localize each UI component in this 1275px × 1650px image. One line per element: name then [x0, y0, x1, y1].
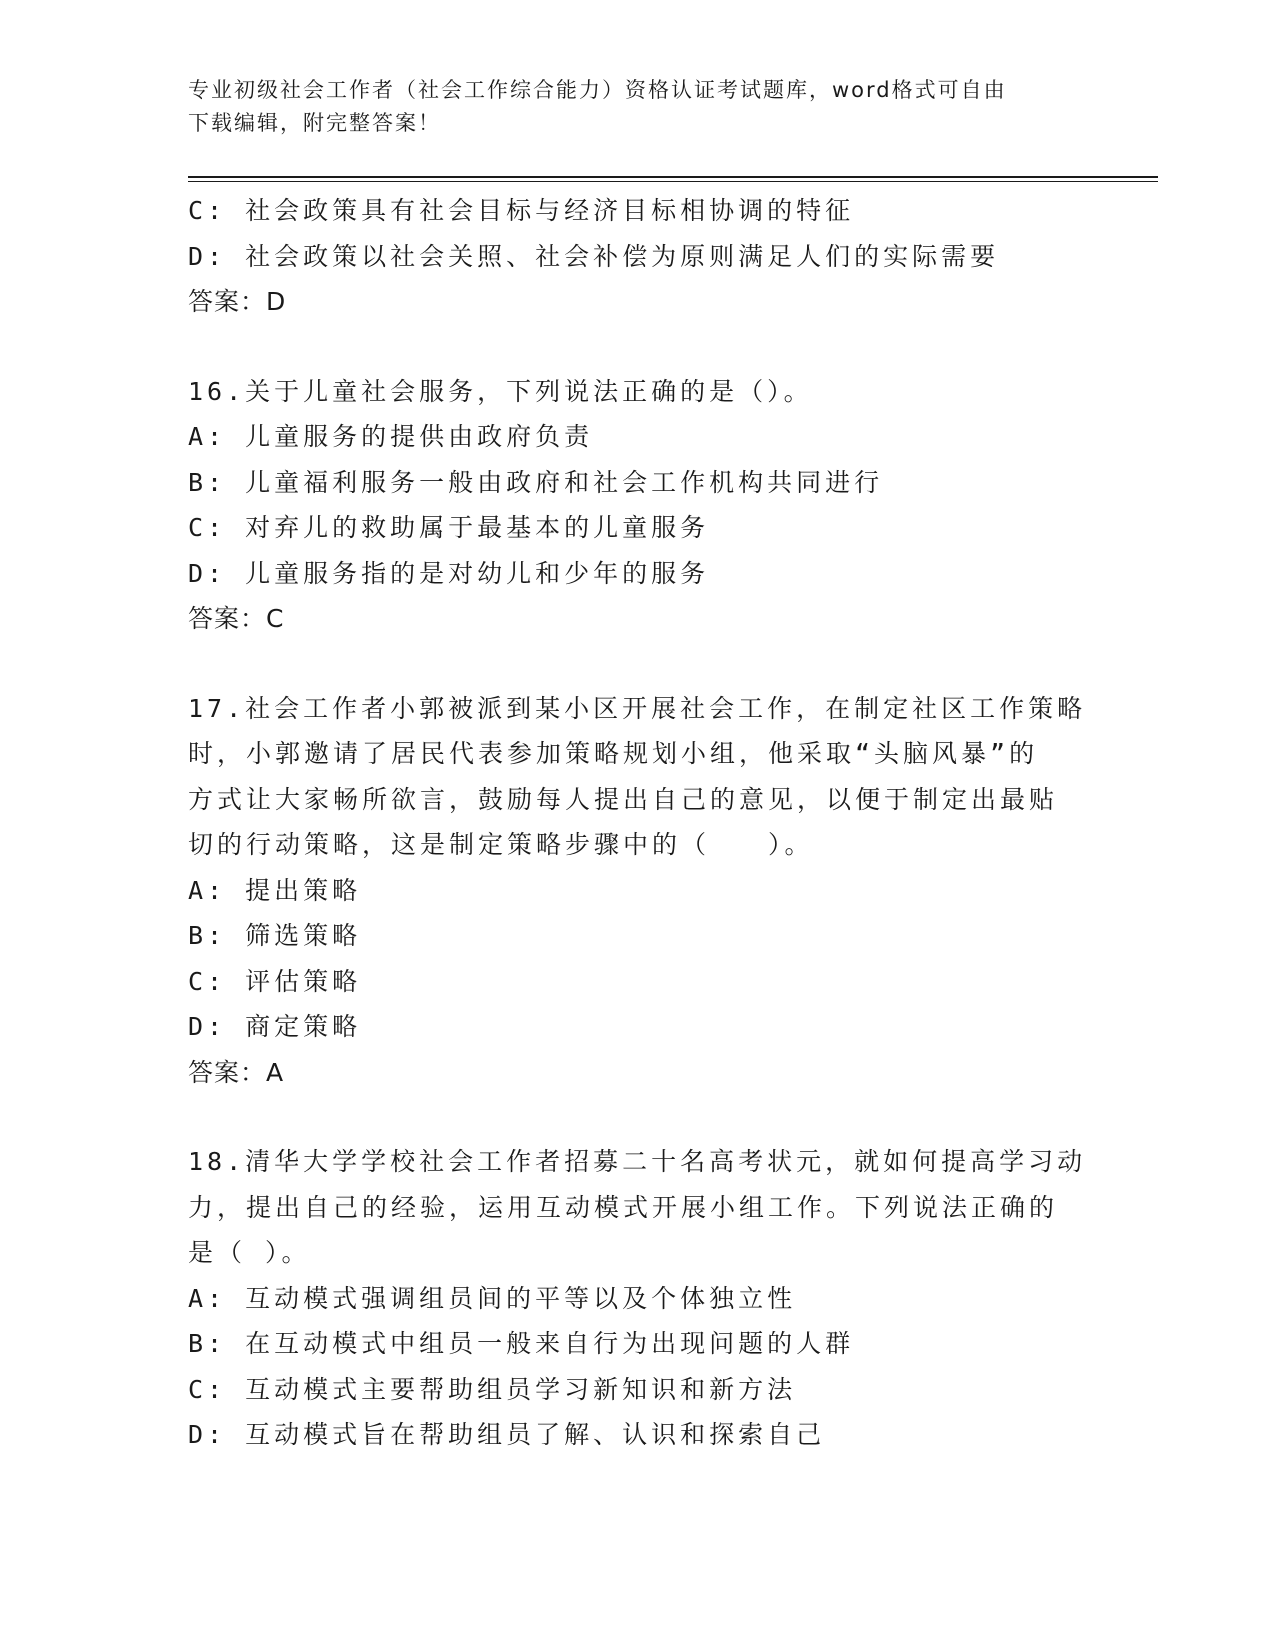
- answer-line: 答案：C: [188, 604, 285, 633]
- question-stem-line: 18.清华大学学校社会工作者招募二十名高考状元，就如何提高学习动: [188, 1147, 1087, 1176]
- option-d: D: 商定策略: [188, 1012, 362, 1041]
- option-c: C: 互动模式主要帮助组员学习新知识和新方法: [188, 1374, 797, 1404]
- option-a: A: 互动模式强调组员间的平等以及个体独立性: [188, 1283, 797, 1313]
- question-list: [188, 188, 1088, 1458]
- option-d: D: 儿童服务指的是对幼儿和少年的服务: [188, 558, 710, 588]
- header-rule-thin: [188, 181, 1158, 182]
- answer-line: 答案：D: [188, 287, 287, 316]
- question-stem-line: 方式让大家畅所欲言，鼓励每人提出自己的意见，以便于制定出最贴: [188, 784, 1059, 814]
- question-stem-line: 时，小郭邀请了居民代表参加策略规划小组，他采取“头脑风暴”的: [188, 739, 1039, 768]
- question-gap: [188, 1095, 1088, 1139]
- question-stem-line: 17.社会工作者小郭被派到某小区开展社会工作，在制定社区工作策略: [188, 693, 1087, 723]
- answer-line: 答案：A: [188, 1057, 285, 1087]
- question-17: [188, 686, 1088, 1096]
- question-16: [188, 369, 1088, 642]
- header-line-1: 专业初级社会工作者（社会工作综合能力）资格认证考试题库，word格式可自由: [188, 78, 1007, 102]
- option-c: C: 社会政策具有社会目标与经济目标相协调的特征: [188, 196, 855, 225]
- option-d: D: 互动模式旨在帮助组员了解、认识和探索自己: [188, 1420, 826, 1449]
- option-c: C: 评估策略: [188, 966, 362, 996]
- question-stem-line: 是（ ）。: [188, 1238, 311, 1267]
- question-stem-line: 力，提出自己的经验，运用互动模式开展小组工作。下列说法正确的: [188, 1192, 1059, 1222]
- question-stem: 16.关于儿童社会服务，下列说法正确的是（）。: [188, 376, 813, 406]
- document-header: [188, 74, 1068, 140]
- question-15-continued: [188, 188, 1088, 325]
- question-18: [188, 1139, 1088, 1458]
- option-b: B: 在互动模式中组员一般来自行为出现问题的人群: [188, 1329, 855, 1358]
- question-stem-line: 切的行动策略，这是制定策略步骤中的（ ）。: [188, 830, 814, 859]
- option-d: D: 社会政策以社会关照、社会补偿为原则满足人们的实际需要: [188, 241, 1000, 271]
- question-gap: [188, 325, 1088, 369]
- header-rule-thick: [188, 176, 1158, 178]
- question-gap: [188, 642, 1088, 686]
- option-a: A: 儿童服务的提供由政府负责: [188, 422, 594, 451]
- option-a: A: 提出策略: [188, 875, 362, 905]
- option-c: C: 对弃儿的救助属于最基本的儿童服务: [188, 513, 710, 542]
- header-line-2: 下载编辑，附完整答案！: [188, 111, 441, 135]
- option-b: B: 儿童福利服务一般由政府和社会工作机构共同进行: [188, 467, 884, 497]
- option-b: B: 筛选策略: [188, 921, 362, 950]
